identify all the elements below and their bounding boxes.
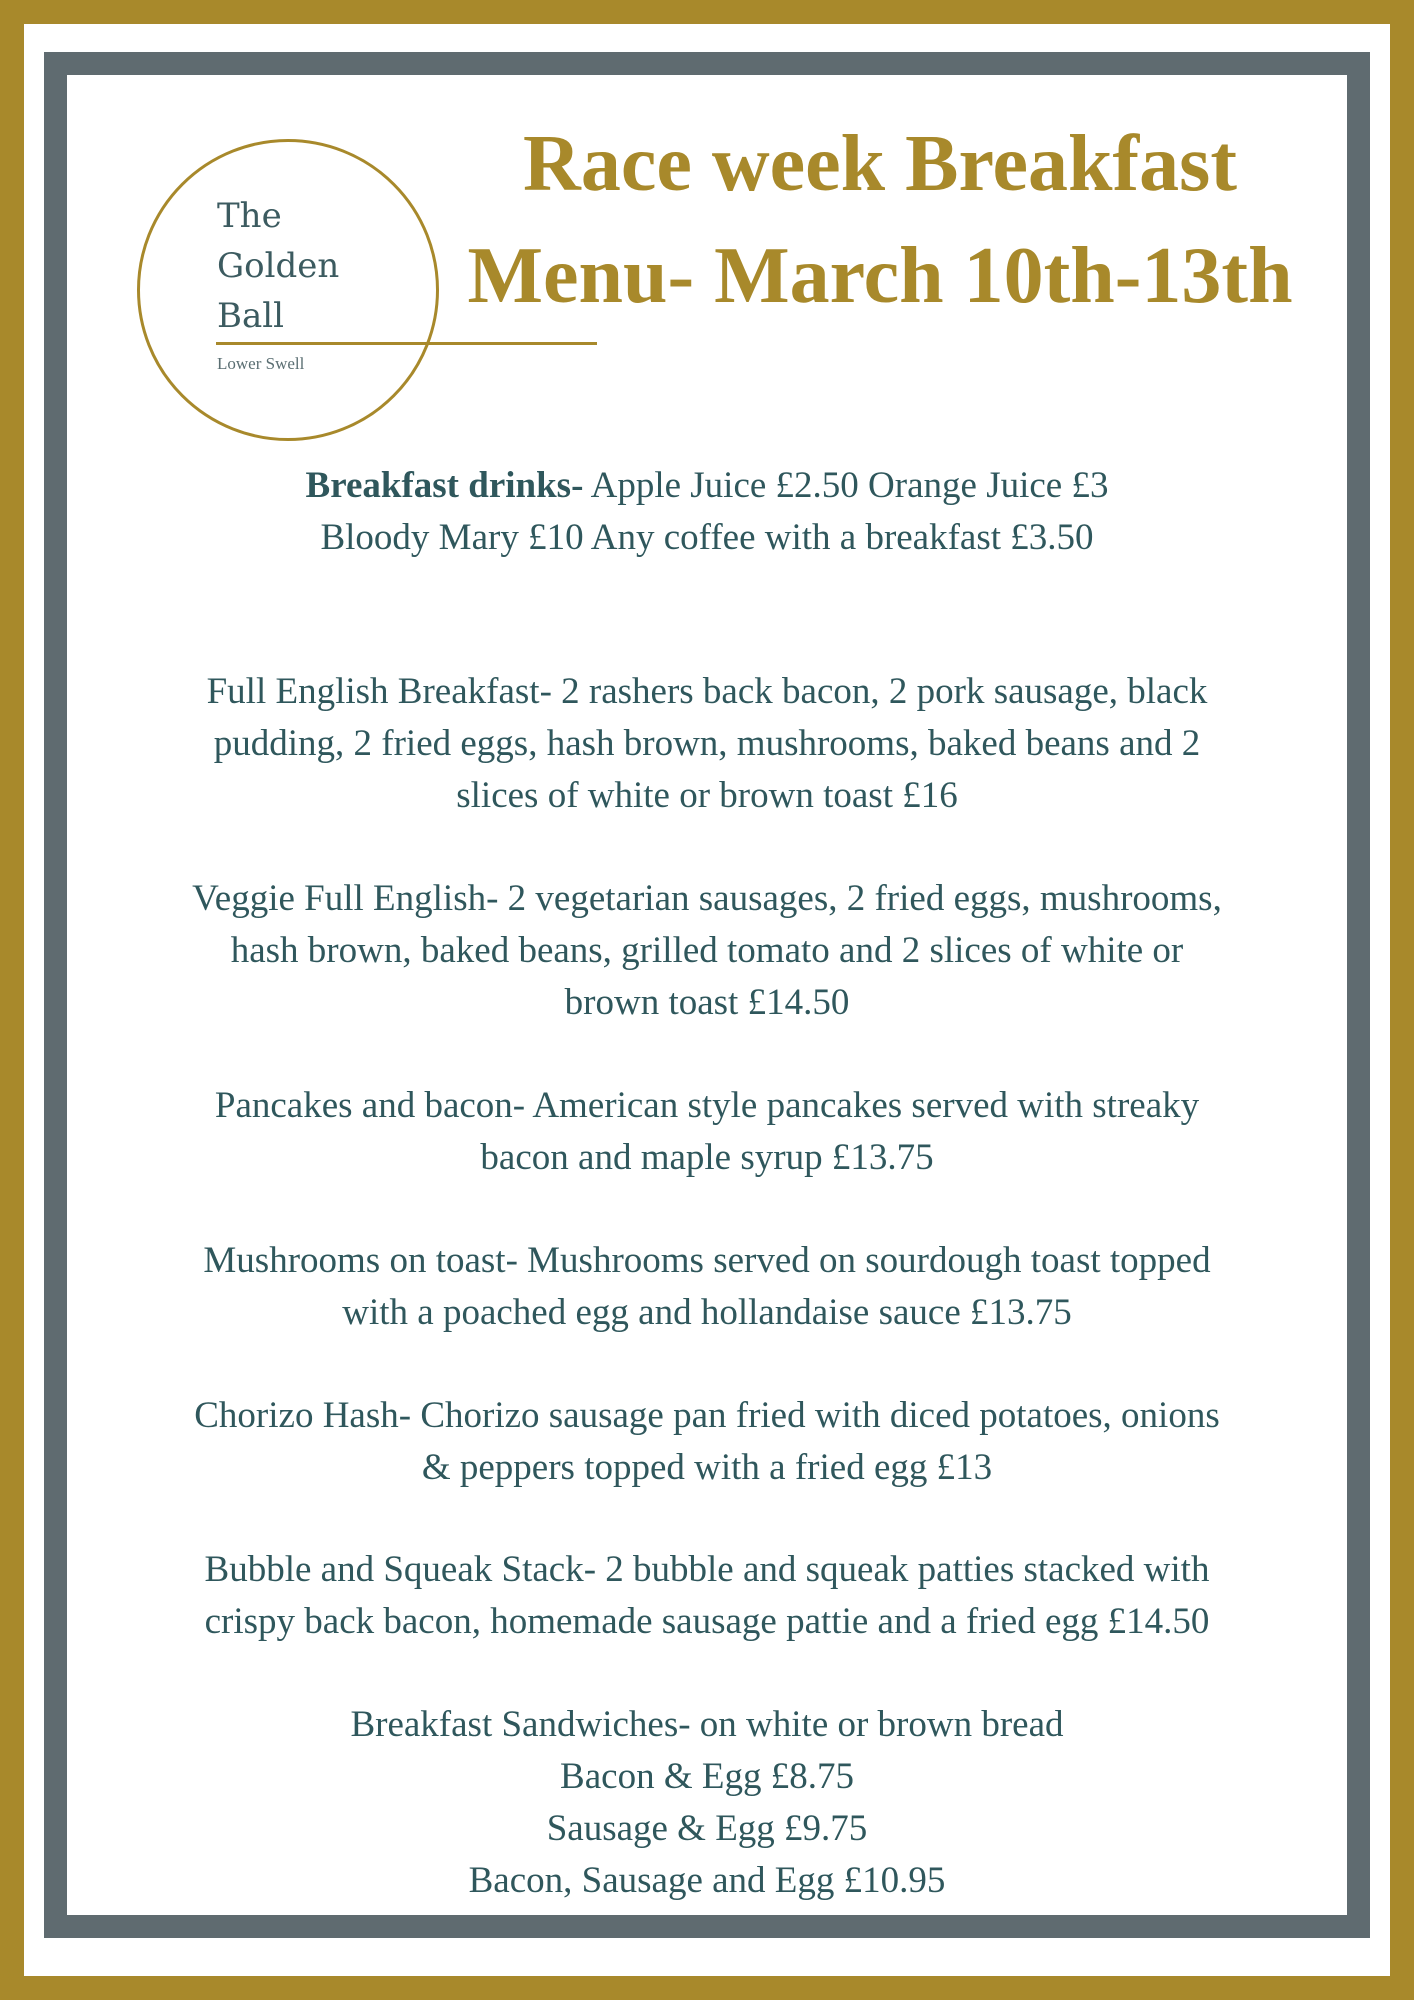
menu-item-mushrooms — [100, 1235, 1314, 1339]
menu-line: Veggie Full English- 2 vegetarian sausages, 2 fried eggs, mushrooms, — [192, 878, 1222, 919]
menu-item-pancakes — [100, 1080, 1314, 1184]
menu-item-breakfast-sandwiches — [100, 1699, 1314, 1907]
menu-line: Breakfast Sandwiches- on white or brown bread — [350, 1704, 1064, 1745]
logo-location: Lower Swell — [217, 354, 305, 373]
menu-item-full-english — [100, 666, 1314, 822]
menu-line: crispy back bacon, homemade sausage pattie and a fried egg £14.50 — [204, 1601, 1210, 1642]
menu-line: Sausage & Egg £9.75 — [546, 1808, 868, 1849]
logo-underline — [216, 342, 597, 345]
menu-line: Mushrooms on toast- Mushrooms served on sourdough toast topped — [203, 1240, 1211, 1281]
logo-name-line: Golden — [217, 246, 340, 286]
menu-line: with a poached egg and hollandaise sauce £13.75 — [342, 1292, 1072, 1333]
drinks-label: Breakfast drinks- — [305, 465, 584, 506]
title-line: Menu- March 10th-13th — [467, 232, 1293, 320]
drinks-line: Bloody Mary £10 Any coffee with a breakfast £3.50 — [320, 517, 1094, 558]
drinks-line — [100, 460, 1314, 512]
menu-item-chorizo-hash — [100, 1390, 1314, 1494]
menu-line: & peppers topped with a fried egg £13 — [421, 1447, 993, 1488]
golden-ball-logo — [137, 139, 439, 441]
logo-name — [217, 191, 339, 341]
menu-line: Full English Breakfast- 2 rashers back bacon, 2 pork sausage, black — [206, 671, 1208, 712]
menu-line: slices of white or brown toast £16 — [456, 775, 958, 816]
menu-line: Bacon & Egg £8.75 — [560, 1756, 854, 1797]
menu-item-veggie-full-english — [100, 873, 1314, 1029]
logo-name-line: The — [217, 196, 282, 236]
menu-line: Pancakes and bacon- American style pancakes served with streaky — [214, 1085, 1200, 1126]
menu-line: pudding, 2 fried eggs, hash brown, mushrooms, baked beans and 2 — [213, 723, 1201, 764]
menu-line: Bacon, Sausage and Egg £10.95 — [468, 1860, 946, 1901]
menu-line: bacon and maple syrup £13.75 — [480, 1137, 934, 1178]
menu-line: brown toast £14.50 — [564, 982, 850, 1023]
title-line: Race week Breakfast — [523, 120, 1237, 208]
drinks-section — [100, 460, 1314, 564]
menu-line: Chorizo Hash- Chorizo sausage pan fried with diced potatoes, onions — [194, 1395, 1220, 1436]
menu-item-bubble-and-squeak — [100, 1544, 1314, 1648]
menu-line: hash brown, baked beans, grilled tomato and 2 slices of white or — [230, 930, 1184, 971]
drinks-line-text: Apple Juice £2.50 Orange Juice £3 — [583, 465, 1109, 506]
page-title — [430, 108, 1330, 332]
logo-name-line: Ball — [217, 296, 285, 336]
menu-line: Bubble and Squeak Stack- 2 bubble and squeak patties stacked with — [204, 1549, 1210, 1590]
